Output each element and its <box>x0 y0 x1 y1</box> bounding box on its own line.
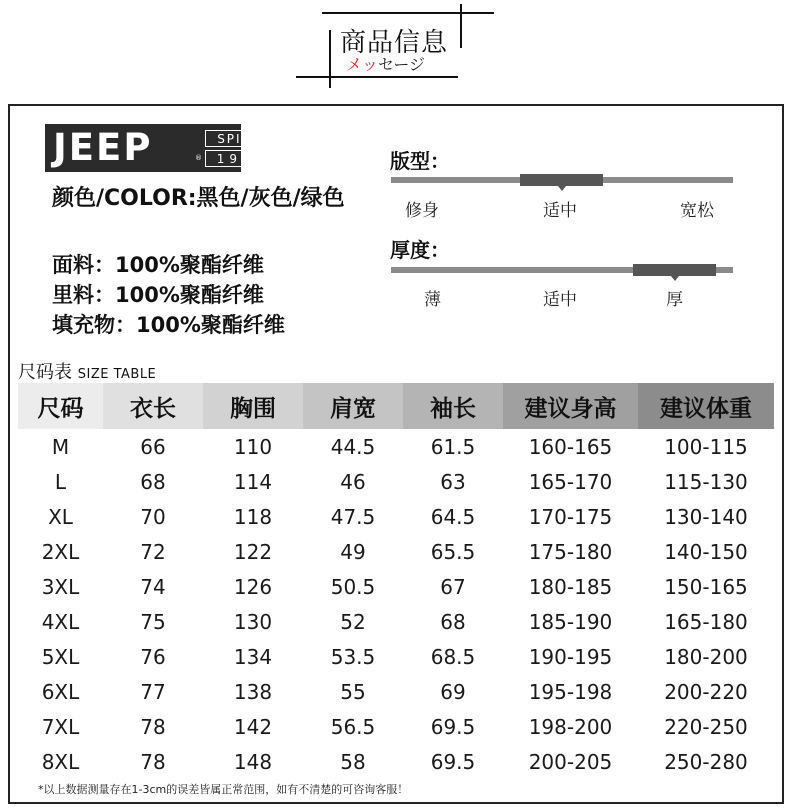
table-cell: 76 <box>140 644 166 669</box>
page-title: 商品信息 <box>340 28 449 58</box>
size-table-caption-cn: 尺码表 <box>18 362 72 383</box>
table-cell: 67 <box>440 574 466 599</box>
thickness-indicator <box>633 264 716 276</box>
table-cell: 170-175 <box>528 504 613 529</box>
table-row <box>18 744 774 779</box>
table-cell: 118 <box>233 504 273 529</box>
table-cell: 69.5 <box>430 749 476 774</box>
table-cell: 115-130 <box>664 469 748 494</box>
table-cell: 70 <box>140 504 166 529</box>
table-cell: 150-165 <box>664 574 748 599</box>
table-cell: 65.5 <box>430 539 476 564</box>
table-row <box>18 674 774 709</box>
table-cell: 160-165 <box>528 434 613 459</box>
table-cell: 3XL <box>41 574 80 599</box>
table-cell: 175-180 <box>528 539 613 564</box>
fit-indicator <box>520 174 603 186</box>
header-rule-top <box>322 12 494 14</box>
table-cell: 6XL <box>41 679 80 704</box>
table-cell: L <box>54 469 67 494</box>
size-table-caption <box>18 358 156 384</box>
table-cell: 140-150 <box>664 539 748 564</box>
table-cell: M <box>51 434 70 459</box>
table-cell: 68.5 <box>430 644 476 669</box>
table-cell: 69.5 <box>430 714 476 739</box>
header-shoulder: 肩宽 <box>303 383 403 429</box>
material-filling: 填充物：100%聚酯纤维 <box>52 313 285 337</box>
table-cell: 50.5 <box>330 574 376 599</box>
table-cell: 64.5 <box>430 504 476 529</box>
size-table <box>18 383 774 779</box>
table-cell: 4XL <box>41 609 80 634</box>
logo-wordmark: JEEP <box>53 126 153 169</box>
logo-registered: ® <box>195 154 202 162</box>
table-cell: 5XL <box>41 644 80 669</box>
table-cell: 47.5 <box>330 504 376 529</box>
table-cell: 220-250 <box>664 714 748 739</box>
table-cell: 198-200 <box>528 714 613 739</box>
table-cell: 122 <box>233 539 273 564</box>
table-row <box>18 604 774 639</box>
table-cell: 165-180 <box>664 609 748 634</box>
size-table-caption-en: SIZE TABLE <box>77 367 157 382</box>
thickness-indicator-tip <box>671 276 679 281</box>
table-cell: 68 <box>440 609 466 634</box>
header-length: 衣长 <box>103 383 203 429</box>
table-cell: 72 <box>140 539 166 564</box>
table-cell: 200-205 <box>528 749 613 774</box>
table-cell: 134 <box>233 644 273 669</box>
table-cell: 68 <box>140 469 166 494</box>
logo-spirit: SPIRIT <box>205 130 279 147</box>
table-cell: 126 <box>233 574 273 599</box>
measurement-note: *以上数据测量存在1-3cm的误差皆属正常范围，如有不清楚的可咨询客服！ <box>38 783 409 796</box>
table-cell: 7XL <box>41 714 80 739</box>
table-cell: 77 <box>140 679 166 704</box>
color-options: 颜色/COLOR:黑色/灰色/绿色 <box>52 186 345 211</box>
table-cell: 55 <box>340 679 366 704</box>
fit-indicator-tip <box>558 186 566 191</box>
header-chest: 胸围 <box>203 383 303 429</box>
table-cell: 200-220 <box>664 679 748 704</box>
thickness-label-thick: 厚 <box>666 290 683 310</box>
fit-label-regular: 适中 <box>543 201 577 221</box>
page-subtitle <box>346 52 425 75</box>
table-cell: 2XL <box>41 539 80 564</box>
table-cell: 58 <box>340 749 366 774</box>
table-cell: 195-198 <box>528 679 613 704</box>
table-cell: 114 <box>233 469 273 494</box>
table-cell: 66 <box>140 434 166 459</box>
table-cell: 138 <box>233 679 273 704</box>
table-cell: 130 <box>233 609 273 634</box>
size-table-header <box>18 383 774 429</box>
table-cell: 61.5 <box>430 434 476 459</box>
table-row <box>18 499 774 534</box>
material-lining: 里料：100%聚酯纤维 <box>52 283 264 307</box>
table-cell: XL <box>48 504 73 529</box>
thickness-title: 厚度： <box>390 238 450 262</box>
table-cell: 180-200 <box>664 644 748 669</box>
header-size: 尺码 <box>18 383 103 429</box>
table-cell: 130-140 <box>664 504 748 529</box>
table-cell: 53.5 <box>330 644 376 669</box>
table-cell: 250-280 <box>664 749 748 774</box>
table-cell: 69 <box>440 679 466 704</box>
table-cell: 148 <box>233 749 273 774</box>
table-cell: 180-185 <box>528 574 613 599</box>
header-sleeve: 袖长 <box>403 383 503 429</box>
thickness-label-thin: 薄 <box>424 290 441 310</box>
table-cell: 46 <box>340 469 366 494</box>
table-cell: 8XL <box>41 749 80 774</box>
header-weight: 建议体重 <box>638 383 774 429</box>
table-cell: 165-170 <box>528 469 613 494</box>
table-cell: 56.5 <box>330 714 376 739</box>
table-cell: 142 <box>233 714 273 739</box>
table-cell: 52 <box>340 609 366 634</box>
material-shell: 面料：100%聚酯纤维 <box>52 253 264 277</box>
table-cell: 75 <box>140 609 166 634</box>
subtitle-rest: セージ <box>378 55 426 74</box>
fit-title: 版型： <box>390 149 450 173</box>
table-cell: 78 <box>140 714 166 739</box>
table-cell: 63 <box>440 469 466 494</box>
table-row <box>18 709 774 744</box>
fit-label-loose: 宽松 <box>680 201 714 221</box>
table-cell: 74 <box>140 574 166 599</box>
table-cell: 100-115 <box>664 434 748 459</box>
table-cell: 44.5 <box>330 434 376 459</box>
table-cell: 78 <box>140 749 166 774</box>
table-row <box>18 534 774 569</box>
table-cell: 110 <box>233 434 273 459</box>
table-cell: 185-190 <box>528 609 613 634</box>
table-row <box>18 429 774 464</box>
table-row <box>18 639 774 674</box>
subtitle-red: メッ <box>346 55 379 74</box>
brand-logo <box>45 124 268 172</box>
logo-year: 1941 <box>205 150 279 167</box>
header-rule-left <box>329 30 331 88</box>
fit-label-slim: 修身 <box>405 201 439 221</box>
header-rule-right <box>460 4 462 48</box>
table-row <box>18 464 774 499</box>
table-cell: 49 <box>340 539 366 564</box>
table-cell: 190-195 <box>528 644 613 669</box>
thickness-label-medium: 适中 <box>543 290 577 310</box>
table-row <box>18 569 774 604</box>
header-height: 建议身高 <box>503 383 638 429</box>
header-rule-bottom <box>296 76 458 78</box>
